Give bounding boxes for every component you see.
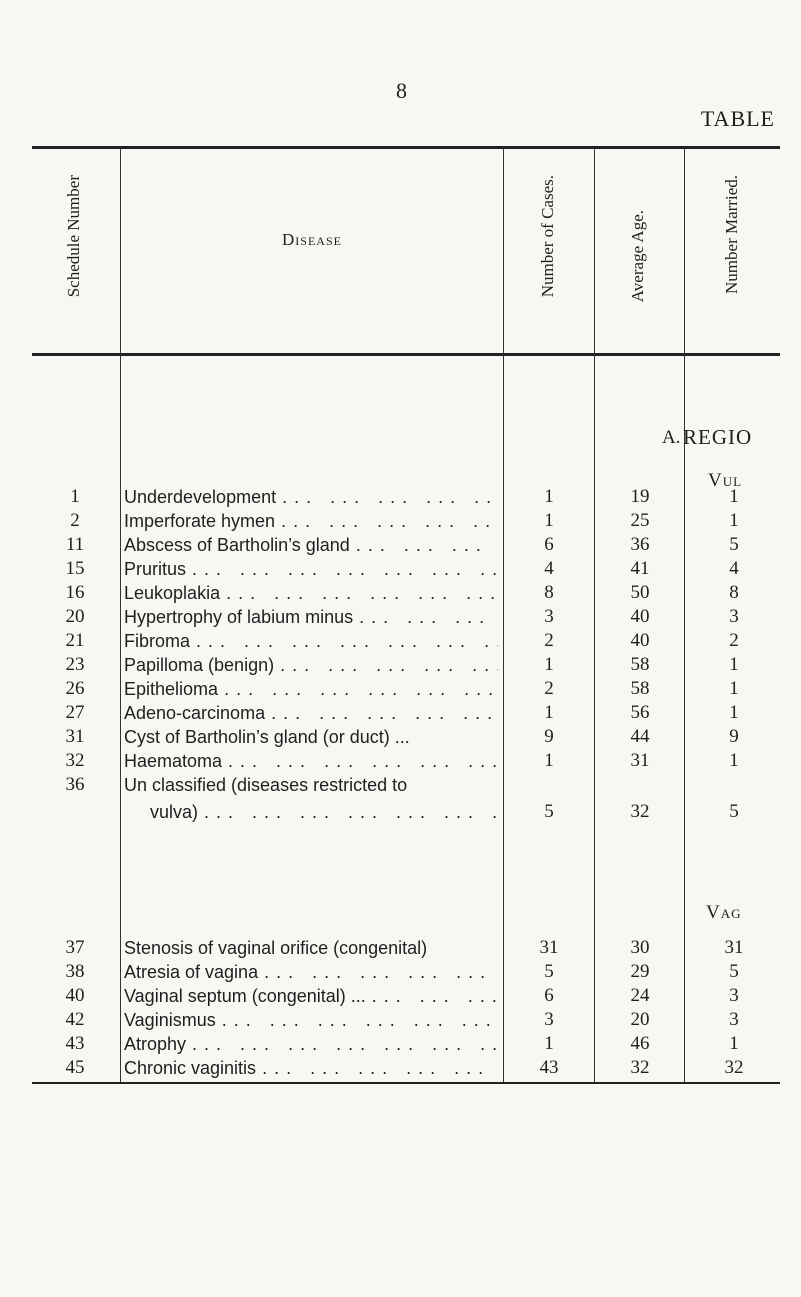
header-number-of-cases: Number of Cases. (538, 175, 557, 298)
age-cell: 29 (630, 961, 650, 982)
cases-cell: 1 (544, 486, 554, 507)
disease-cell: Adeno-carcinoma . . . (124, 701, 498, 725)
cases-cell: 43 (539, 1057, 559, 1078)
age-cell: 36 (630, 534, 650, 555)
age-cell: 31 (630, 750, 650, 771)
age-cell: 24 (630, 985, 650, 1006)
age-cell: 58 (630, 678, 650, 699)
table-row (0, 653, 801, 677)
schedule-number-cell: 21 (65, 630, 85, 651)
disease-cell: Fibroma . . . (124, 629, 498, 653)
table-row-continuation (0, 800, 801, 824)
schedule-number-cell: 27 (65, 702, 85, 723)
schedule-number-cell: 37 (65, 937, 85, 958)
cases-cell: 31 (539, 937, 559, 958)
age-cell: 41 (630, 558, 650, 579)
header-average-age: Average Age. (628, 210, 647, 303)
married-cell: 3 (729, 985, 739, 1006)
disease-cell: Hypertrophy of labium minus . . . (124, 605, 498, 629)
disease-cell: Pruritus . . . (124, 557, 498, 581)
disease-cell: Papilloma (benign) . . . (124, 653, 498, 677)
age-cell: 44 (630, 726, 650, 747)
disease-cell: vulva) . . . (150, 800, 498, 824)
schedule-number-cell: 11 (65, 534, 85, 555)
married-cell: 1 (729, 678, 739, 699)
age-cell: 40 (630, 630, 650, 651)
married-cell: 9 (729, 726, 739, 747)
age-cell: 32 (630, 1057, 650, 1078)
schedule-number-cell: 23 (65, 654, 85, 675)
table-row (0, 485, 801, 509)
age-cell: 32 (630, 801, 650, 822)
married-cell: 2 (729, 630, 739, 651)
cases-cell: 1 (544, 1033, 554, 1054)
married-cell: 3 (729, 606, 739, 627)
schedule-number-cell: 45 (65, 1057, 85, 1078)
header-rule (32, 353, 780, 356)
cases-cell: 1 (544, 702, 554, 723)
cases-cell: 5 (544, 801, 554, 822)
header-number-married: Number Married. (722, 175, 741, 294)
table-row (0, 1056, 801, 1080)
table-row (0, 960, 801, 984)
cases-cell: 3 (544, 606, 554, 627)
schedule-number-cell: 40 (65, 985, 85, 1006)
cases-cell: 5 (544, 961, 554, 982)
cases-cell: 1 (544, 750, 554, 771)
table-row (0, 605, 801, 629)
schedule-number-cell: 26 (65, 678, 85, 699)
table-row (0, 701, 801, 725)
subsection-vagina-heading: Vag (706, 902, 742, 923)
table-row (0, 629, 801, 653)
header-disease: Disease (282, 230, 342, 249)
schedule-number-cell: 32 (65, 750, 85, 771)
table-row (0, 533, 801, 557)
table-row (0, 1008, 801, 1032)
cases-cell: 4 (544, 558, 554, 579)
schedule-number-cell: 43 (65, 1033, 85, 1054)
disease-cell: Vaginal septum (congenital) ... . . . (124, 984, 498, 1008)
age-cell: 40 (630, 606, 650, 627)
disease-cell: Imperforate hymen . . . (124, 509, 498, 533)
page-number: 8 (396, 78, 407, 103)
disease-cell: Underdevelopment . . . (124, 485, 498, 509)
married-cell: 5 (729, 801, 739, 822)
cases-cell: 2 (544, 630, 554, 651)
cases-cell: 1 (544, 654, 554, 675)
schedule-number-cell: 42 (65, 1009, 85, 1030)
married-cell: 1 (729, 486, 739, 507)
married-cell: 1 (729, 1033, 739, 1054)
table-row (0, 581, 801, 605)
schedule-number-cell: 16 (65, 582, 85, 603)
married-cell: 1 (729, 654, 739, 675)
married-cell: 31 (724, 937, 744, 958)
table-row (0, 557, 801, 581)
disease-cell: Stenosis of vaginal orifice (congenital) (124, 938, 428, 958)
disease-cell: Atrophy . . . (124, 1032, 498, 1056)
married-cell: 1 (729, 702, 739, 723)
age-cell: 25 (630, 510, 650, 531)
age-cell: 56 (630, 702, 650, 723)
table-row (0, 1032, 801, 1056)
cases-cell: 3 (544, 1009, 554, 1030)
cases-cell: 6 (544, 985, 554, 1006)
cases-cell: 8 (544, 582, 554, 603)
married-cell: 3 (729, 1009, 739, 1030)
table-row (0, 984, 801, 1008)
table-row (0, 725, 801, 749)
header-schedule-number: Schedule Number (64, 175, 83, 298)
schedule-number-cell: 20 (65, 606, 85, 627)
table-row (0, 773, 801, 797)
disease-cell: Haematoma . . . (124, 749, 498, 773)
married-cell: 1 (729, 510, 739, 531)
table-row (0, 749, 801, 773)
cases-cell: 6 (544, 534, 554, 555)
disease-cell: Atresia of vagina . . . (124, 960, 498, 984)
schedule-number-cell: 31 (65, 726, 85, 747)
married-cell: 4 (729, 558, 739, 579)
married-cell: 5 (729, 961, 739, 982)
cases-cell: 2 (544, 678, 554, 699)
disease-cell: Epithelioma . . . (124, 677, 498, 701)
cases-cell: 9 (544, 726, 554, 747)
disease-cell: Cyst of Bartholin’s gland (or duct) ... (124, 727, 410, 747)
schedule-number-cell: 15 (65, 558, 85, 579)
disease-cell: Un classified (diseases restricted to (124, 775, 408, 795)
age-cell: 50 (630, 582, 650, 603)
top-rule (32, 146, 780, 149)
married-cell: 32 (724, 1057, 744, 1078)
bottom-rule (32, 1082, 780, 1084)
section-region-heading: REGIO (683, 425, 753, 449)
cases-cell: 1 (544, 510, 554, 531)
married-cell: 1 (729, 750, 739, 771)
married-cell: 5 (729, 534, 739, 555)
age-cell: 30 (630, 937, 650, 958)
schedule-number-cell: 1 (70, 486, 80, 507)
disease-cell: Vaginismus . . . (124, 1008, 498, 1032)
age-cell: 46 (630, 1033, 650, 1054)
schedule-number-cell: 36 (65, 774, 85, 795)
section-letter: A. (662, 427, 681, 448)
table-row (0, 677, 801, 701)
subsection-vulva-heading: Vul (708, 470, 743, 491)
disease-cell: Leukoplakia . . . (124, 581, 498, 605)
age-cell: 20 (630, 1009, 650, 1030)
schedule-number-cell: 2 (70, 510, 80, 531)
table-row (0, 936, 801, 960)
age-cell: 19 (630, 486, 650, 507)
disease-cell: Abscess of Bartholin’s gland . . . (124, 533, 498, 557)
disease-cell: Chronic vaginitis . . . (124, 1056, 498, 1080)
table-row (0, 509, 801, 533)
table-title: TABLE (700, 106, 775, 131)
married-cell: 8 (729, 582, 739, 603)
schedule-number-cell: 38 (65, 961, 85, 982)
age-cell: 58 (630, 654, 650, 675)
